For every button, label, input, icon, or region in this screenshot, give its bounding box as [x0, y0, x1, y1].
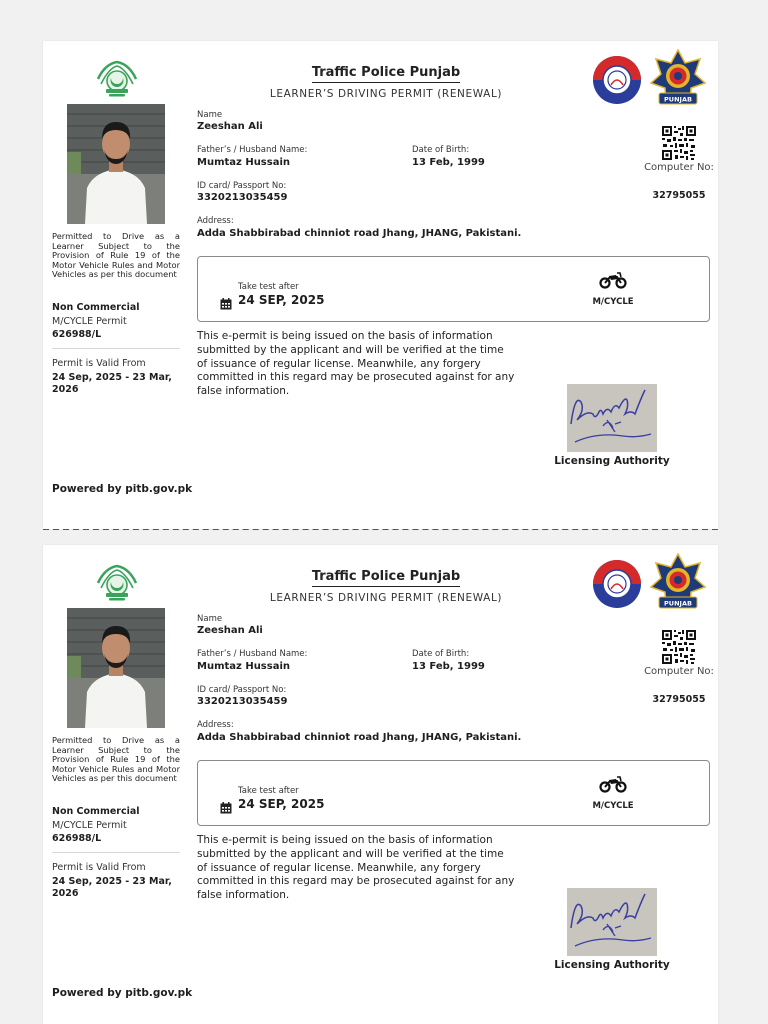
disclaimer-text: This e-permit is being issued on the basis of information submitted by the applicant and will be verified at the time of issuance of regular license. Meanwhile, any forgery committed in this regard may be prosecuted against for any false information.	[197, 834, 515, 902]
powered-by-text: Powered by pitb.gov.pk	[52, 987, 193, 999]
name-value: Zeeshan Ali	[197, 121, 263, 132]
page-title: Traffic Police Punjab	[312, 569, 460, 587]
take-test-label: Take test after	[238, 282, 299, 292]
take-test-box	[197, 256, 710, 322]
licensing-authority-label: Licensing Authority	[554, 959, 670, 971]
applicant-photo	[67, 608, 165, 728]
computer-no-value: 32795055	[652, 694, 706, 705]
traffic-police-star-icon	[650, 49, 706, 109]
signature-image	[567, 888, 657, 956]
permit-category: Non Commercial	[52, 302, 140, 313]
calendar-icon	[220, 799, 232, 811]
father-name-label: Father’s / Husband Name:	[197, 649, 308, 659]
side-divider	[52, 348, 180, 349]
permit-type: M/CYCLE Permit	[52, 316, 127, 327]
badge-punjab-label: PUNJAB	[664, 95, 692, 104]
calendar-icon	[220, 295, 232, 307]
permit-number: 626988/L	[52, 833, 102, 844]
dob-label: Date of Birth:	[412, 145, 470, 155]
test-vehicle-label: M/CYCLE	[592, 297, 634, 307]
computer-no-label: Computer No:	[644, 162, 714, 173]
permitted-to-drive-text: Permitted to Drive as a Learner Subject to the Provision of Rule 19 of the Motor Vehicle Rules and Motor Vehicles as per this document	[52, 231, 180, 280]
permit-title-block	[255, 565, 517, 604]
valid-date-range: 24 Sep, 2025 - 23 Mar, 2026	[52, 876, 172, 899]
dob-label: Date of Birth:	[412, 649, 470, 659]
permit-type: M/CYCLE Permit	[52, 820, 127, 831]
computer-no-label: Computer No:	[644, 666, 714, 677]
police-badge-icon	[592, 559, 642, 609]
father-name-label: Father’s / Husband Name:	[197, 145, 308, 155]
signature-image	[567, 384, 657, 452]
name-label: Name	[197, 614, 223, 624]
permit-card	[43, 545, 718, 1024]
valid-from-label: Permit is Valid From	[52, 862, 146, 873]
father-name-value: Mumtaz Hussain	[197, 661, 291, 672]
motorcycle-icon	[599, 271, 627, 289]
valid-from-label: Permit is Valid From	[52, 358, 146, 369]
computer-no-value: 32795055	[652, 190, 706, 201]
permit-title-block	[255, 61, 517, 100]
punjab-govt-logo-icon	[95, 59, 139, 99]
test-date-value: 24 SEP, 2025	[238, 293, 325, 307]
police-badge-icon	[592, 55, 642, 105]
dob-value: 13 Feb, 1999	[412, 157, 485, 168]
take-test-box	[197, 760, 710, 826]
badge-punjab-label: PUNJAB	[664, 599, 692, 608]
address-label: Address:	[197, 216, 234, 226]
qr-code-icon	[661, 629, 697, 665]
traffic-police-star-icon	[650, 553, 706, 613]
name-label: Name	[197, 110, 223, 120]
dob-value: 13 Feb, 1999	[412, 661, 485, 672]
permit-category: Non Commercial	[52, 806, 140, 817]
address-value: Adda Shabbirabad chinniot road Jhang, JHANG, Pakistani.	[197, 732, 522, 743]
address-label: Address:	[197, 720, 234, 730]
father-name-value: Mumtaz Hussain	[197, 157, 291, 168]
id-card-value: 3320213035459	[197, 192, 288, 203]
id-card-label: ID card/ Passport No:	[197, 181, 287, 191]
applicant-photo	[67, 104, 165, 224]
valid-date-range: 24 Sep, 2025 - 23 Mar, 2026	[52, 372, 172, 395]
powered-by-text: Powered by pitb.gov.pk	[52, 483, 193, 495]
disclaimer-text: This e-permit is being issued on the basis of information submitted by the applicant and will be verified at the time of issuance of regular license. Meanwhile, any forgery committed in this regard may be prosecuted against for any false information.	[197, 330, 515, 398]
permitted-to-drive-text: Permitted to Drive as a Learner Subject to the Provision of Rule 19 of the Motor Vehicle Rules and Motor Vehicles as per this document	[52, 735, 180, 784]
address-value: Adda Shabbirabad chinniot road Jhang, JHANG, Pakistani.	[197, 228, 522, 239]
take-test-label: Take test after	[238, 786, 299, 796]
side-divider	[52, 852, 180, 853]
page-title: Traffic Police Punjab	[312, 65, 460, 83]
id-card-value: 3320213035459	[197, 696, 288, 707]
test-date-value: 24 SEP, 2025	[238, 797, 325, 811]
qr-code-icon	[661, 125, 697, 161]
test-vehicle-label: M/CYCLE	[592, 801, 634, 811]
motorcycle-icon	[599, 775, 627, 793]
id-card-label: ID card/ Passport No:	[197, 685, 287, 695]
punjab-govt-logo-icon	[95, 563, 139, 603]
permit-card	[43, 41, 718, 529]
permit-subtitle: LEARNER’S DRIVING PERMIT (RENEWAL)	[269, 592, 503, 604]
permit-number: 626988/L	[52, 329, 102, 340]
licensing-authority-label: Licensing Authority	[554, 455, 670, 467]
permit-subtitle: LEARNER’S DRIVING PERMIT (RENEWAL)	[269, 88, 503, 100]
name-value: Zeeshan Ali	[197, 625, 263, 636]
